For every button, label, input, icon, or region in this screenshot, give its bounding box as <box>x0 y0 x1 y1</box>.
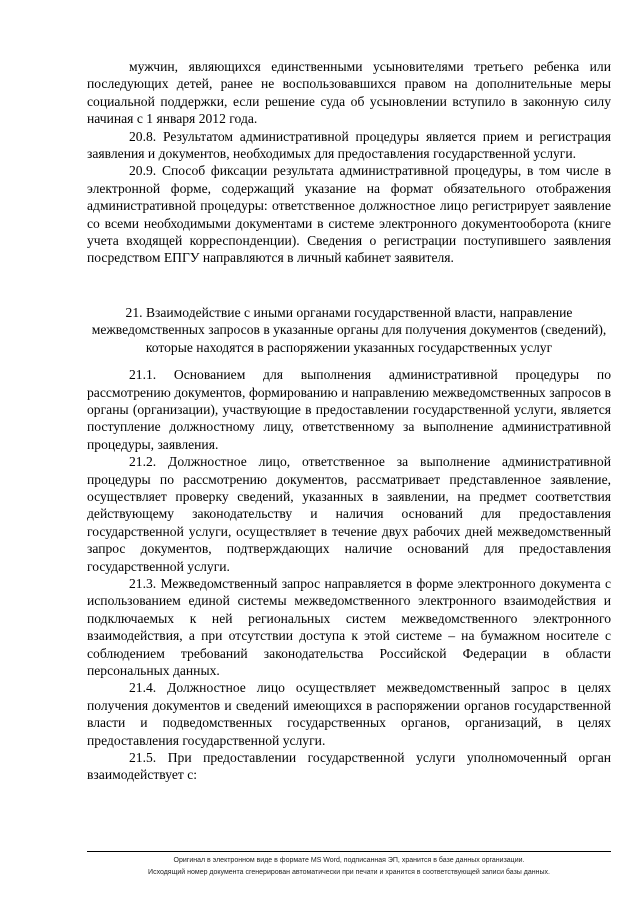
paragraph-21-3: 21.3. Межведомственный запрос направляется в форме электронного документа с использованием единой системы межведомственного электронного взаимодействия и подключаемых к ней региональных систем межведомственного электронного взаимодействия, а при отсутствии доступа к этой системе – на бумажном носителе с соблюдением требований законодательства Российской Федерации в области персональных данных. <box>87 575 611 678</box>
paragraph-21-2: 21.2. Должностное лицо, ответственное за выполнение административной процедуры по рассмотрению документов, рассматривает представленное заявление, осуществляет проверку сведений, указанных в заявлении, на предмет соответствия действующему законодательству и наличия оснований для предоставления государственной услуги, осуществляет в течение двух рабочих дней межведомственный запрос документов, подтверждающих наличие оснований для предоставления государственной услуги. <box>87 454 611 574</box>
page-footer <box>87 855 611 879</box>
footer-line-number: Исходящий номер документа сгенерирован автоматически при печати и хранится в соответствующей записи базы данных. <box>148 869 550 876</box>
section-title: 21. Взаимодействие с иными органами государственной власти, направление межведомственных запросов в указанные органы для получения документов (сведений), которые находятся в распоряжении указанных государственных услуг <box>91 304 607 355</box>
footer-divider <box>87 851 611 852</box>
document-body <box>87 58 611 784</box>
paragraph-21-4: 21.4. Должностное лицо осуществляет межведомственный запрос в целях получения документов и сведений имеющихся в распоряжении органов государственной власти и подведомственных государственных органов, организаций, в целях предоставления государственной услуги. <box>87 680 611 748</box>
paragraph-21-1: 21.1. Основанием для выполнения административной процедуры по рассмотрению документов, формированию и направлению межведомственных запросов в органы (организации), участвующие в предоставлении государственной услуги, является поступление должностному лицу, ответственному за выполнение административной процедуры, заявления. <box>87 367 611 452</box>
paragraph-21-5: 21.5. При предоставлении государственной услуги уполномоченный орган взаимодействует с: <box>87 750 611 783</box>
paragraph-continuation: мужчин, являющихся единственными усыновителями третьего ребенка или последующих детей, ранее не воспользовавшихся правом на дополнительные меры социальной поддержки, если решение суда об усыновлении вступило в законную силу начиная с 1 января 2012 года. <box>87 59 611 127</box>
paragraph-20-9: 20.9. Способ фиксации результата административной процедуры, в том числе в электронной форме, содержащий указание на формат обязательного отображения административной процедуры: ответственное должностное лицо регистрирует заявление со всеми необходимыми документами в системе электронного документооборота (книге учета входящей корреспонденции). Сведения о регистрации поступившего заявления посредством ЕПГУ направляются в личный кабинет заявителя. <box>87 163 611 266</box>
paragraph-20-8: 20.8. Результатом административной процедуры является прием и регистрация заявления и документов, необходимых для предоставления государственной услуги. <box>87 128 611 162</box>
footer-line-original: Оригинал в электронном виде в формате MS Word, подписанная ЭП, хранится в базе данных организации. <box>173 857 525 864</box>
